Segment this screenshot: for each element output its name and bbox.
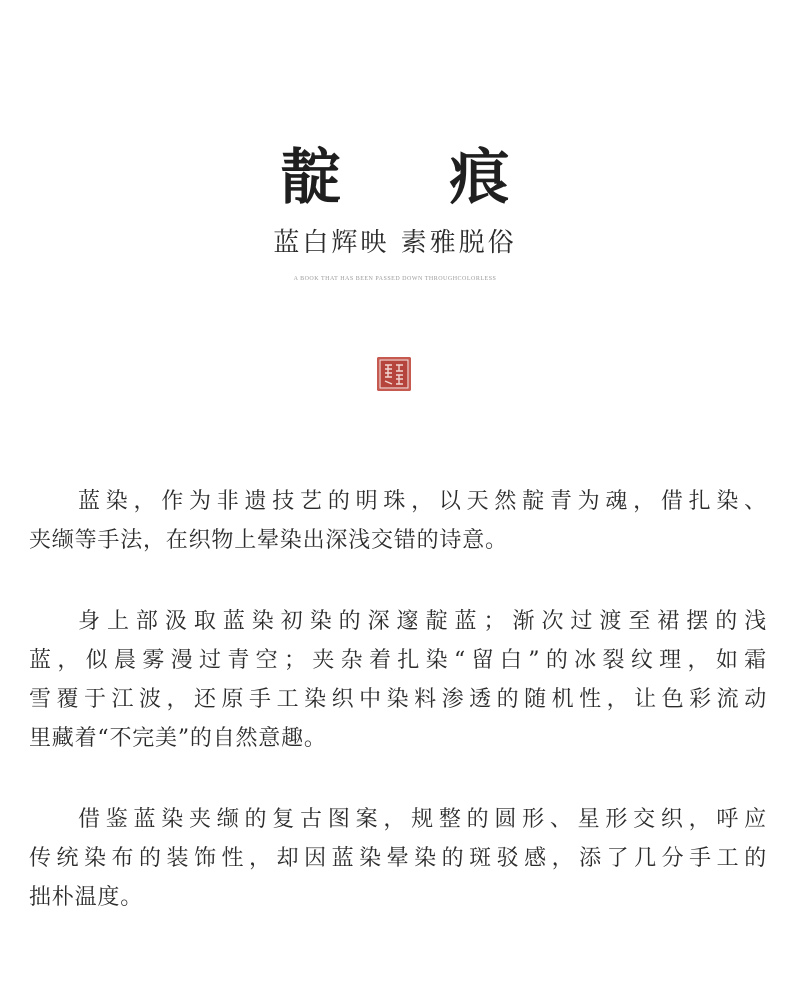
paragraph-2-line-2: 蓝，似晨雾漫过青空；夹杂着扎染“留白”的冰裂纹理，如霜: [29, 648, 767, 673]
article-body: [29, 482, 767, 959]
paragraph-2-line-4: 里藏着“不完美”的自然意趣。: [29, 726, 327, 751]
page-subtitle: 蓝白辉映 素雅脱俗: [273, 228, 517, 258]
red-seal-stamp: [377, 357, 411, 391]
paragraph-3-line-1: 借鉴蓝染夹缬的复古图案，规整的圆形、星形交织，呼应: [78, 807, 767, 832]
paragraph-1: [29, 482, 767, 560]
paragraph-1-line-1: 蓝染，作为非遗技艺的明珠，以天然靛青为魂，借扎染、: [78, 489, 767, 514]
paragraph-1-line-2: 夹缬等手法，在织物上晕染出深浅交错的诗意。: [29, 528, 508, 553]
paragraph-3: [29, 800, 767, 917]
paragraph-3-line-3: 拙朴温度。: [29, 885, 144, 910]
page-title: 靛 痕: [280, 143, 554, 213]
paragraph-2-line-1: 身上部汲取蓝染初染的深邃靛蓝；渐次过渡至裙摆的浅: [78, 609, 767, 634]
seal-glyph-icon: [377, 357, 411, 391]
paragraph-2: [29, 602, 767, 758]
paragraph-3-line-2: 传统染布的装饰性，却因蓝染晕染的斑驳感，添了几分手工的: [29, 846, 767, 871]
paragraph-2-line-3: 雪覆于江波，还原手工染织中染料渗透的随机性，让色彩流动: [29, 687, 767, 712]
english-tagline: A BOOK THAT HAS BEEN PASSED DOWN THROUGHCOLORLESS: [293, 276, 497, 282]
